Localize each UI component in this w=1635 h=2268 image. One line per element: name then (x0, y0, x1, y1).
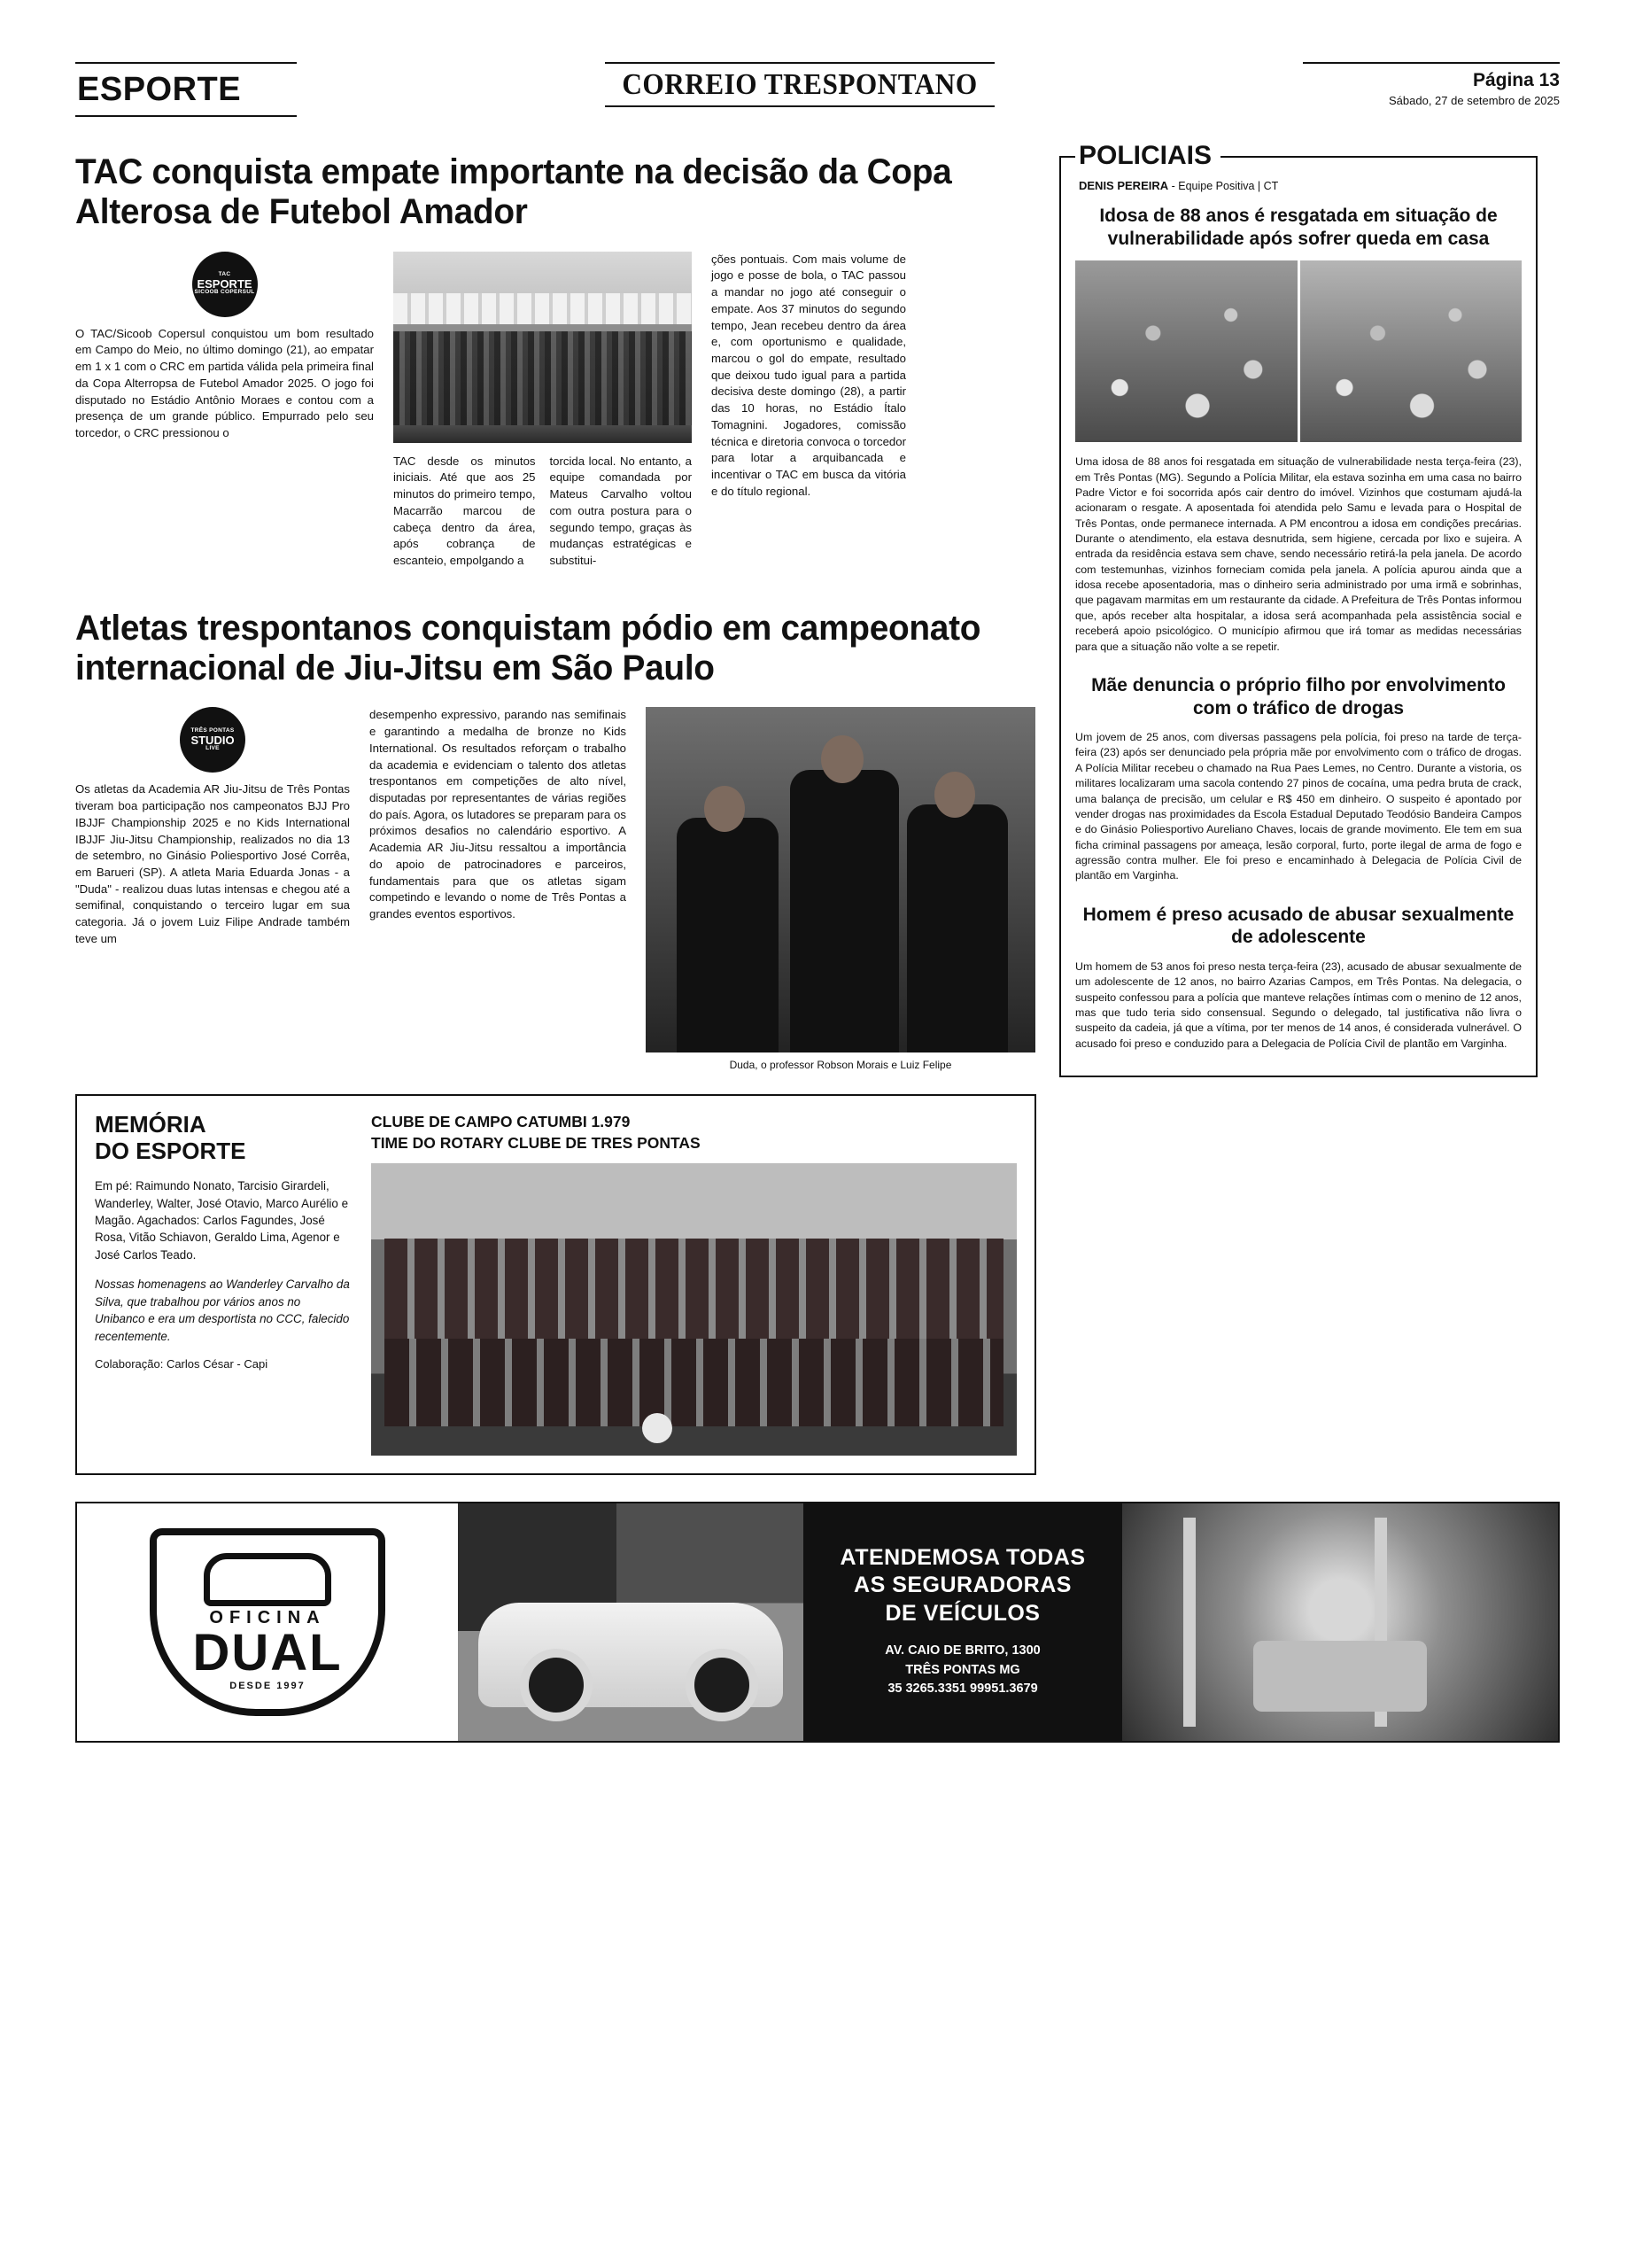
policiais-title-wrap (1075, 143, 1522, 169)
photo-jiujitsu-athletes (646, 707, 1035, 1052)
ad-line-1: ATENDEMOSA TODAS (840, 1545, 1086, 1571)
studio-live-badge-icon (180, 707, 245, 773)
photo-police-left (1075, 260, 1298, 442)
car-wheel-rear (686, 1649, 758, 1721)
page-number: Página 13 (1472, 70, 1560, 90)
article-tac-p2a: TAC desde os minutos iniciais. Até que aos 25 minutos do primeiro tempo, Macarrão marcou de cabeça dentro da área, após cobrança de escanteio, empolgando a (393, 454, 536, 567)
memoria-caption-line1: CLUBE DE CAMPO CATUMBI 1.979 (371, 1113, 631, 1131)
ad-contact (885, 1642, 1040, 1699)
article-jiujitsu-headline: Atletas trespontanos conquistam pódio em campeonato internacional de Jiu-Jitsu em São Paulo (75, 608, 981, 687)
memoria-title-line1: MEMÓRIA (95, 1111, 206, 1138)
divider (75, 62, 297, 64)
figure-left-head (704, 786, 745, 832)
photo-jiujitsu-caption: Duda, o professor Robson Morais e Luiz Felipe (729, 1059, 952, 1072)
policiais-box (1059, 141, 1538, 1077)
ad-photo-workshop (1122, 1503, 1558, 1741)
memoria-caption-line2: TIME DO ROTARY CLUBE DE TRES PONTAS (371, 1133, 701, 1152)
section-label: ESPORTE (77, 71, 242, 108)
car-wheel-front (520, 1649, 593, 1721)
photo-clutter (1300, 260, 1523, 442)
figure-center (790, 770, 899, 1053)
jj-badge-top: TRÊS PONTAS (190, 726, 235, 734)
tac-logo (182, 252, 267, 317)
jj-badge-bot: LIVE (205, 745, 220, 752)
figure-right-head (934, 772, 975, 818)
photo-police-right (1298, 260, 1523, 442)
ad-text-panel (803, 1503, 1122, 1741)
ad-line-3: DE VEÍCULOS (885, 1600, 1041, 1626)
ad-address: AV. CAIO DE BRITO, 1300 (885, 1643, 1041, 1658)
photo-clutter (1075, 260, 1298, 442)
article-tac-col3 (711, 252, 906, 579)
police-story1-text: Uma idosa de 88 anos foi resgatada em situação de vulnerabilidade nesta terça-feira (23), em Três Pontas (MG). Segundo a Polícia Militar, ela estava sozinha em uma casa no bairro Padre Victor e foi socorrida após cair dentro do imóvel. Vizinhos que costumam ajudá-la acionaram o resgate. A aposentada foi atendida pelo Samu e levada para o Hospital de Três Pontas, onde permanece internada. A PM encontrou a idosa em condições precárias. Durante o atendimento, ela estava desnutrida, sem higiene, cercada por lixo e sujeira. A entrada da residência estava sem chave, sendo necessário retirá-la pela janela. De acordo com testemunhas, vizinhos forneciam comida pela janela. A polícia apurou ainda que a idosa recebe aposentadoria, mas o dinheiro seria administrado por uma irmã e sobrinhas, que pagavam marmitas em um restaurante da cidade. A Prefeitura de Três Pontas informou que, após receber alta hospitalar, a idosa será acompanhada pela assistência social e receberá apoio psicológico. O município afirmou que irá tomar as medidas necessárias para que a situação não volte a se repetir. (1075, 455, 1522, 653)
publication-date: Sábado, 27 de setembro de 2025 (1389, 94, 1560, 107)
memoria-credit: Colaboração: Carlos César - Capi (95, 1357, 268, 1371)
photo-tac-crowd (393, 252, 692, 443)
article-jiujitsu (75, 609, 1036, 1072)
policiais-byline (1079, 179, 1522, 192)
tac-badge-top: TAC (218, 270, 231, 277)
article-tac (75, 152, 1036, 579)
figure-left (677, 818, 778, 1052)
police-story2-text: Um jovem de 25 anos, com diversas passagens pela polícia, foi preso na tarde de terça-feira (23) após ser denunciado pela própria mãe por envolvimento com o tráfico de drogas. A Polícia Militar recebeu o chamado na Rua Paes Lemes, no Centro. Durante a vistoria, os militares localizaram uma sacola contendo 27 pinos de cocaína, uma pedra bruta de crack, uma balança de precisão, um celular e R$ 450 em dinheiro. O suspeito é apontado por vender drogas nas proximidades da Escola Estadual Deputado Teodósio Bandeira Campos e do Ginásio Poliesportivo Aureliano Chaves, locais de grande movimento. Ele tem em sua ficha criminal passagens por ameaça, lesão corporal, furto, porte ilegal de arma de fogo e agressão contra mulher. Ele foi preso e encaminhado à Delegacia de Polícia Civil de plantão em Varginha. (1075, 731, 1522, 882)
article-jj-col2 (369, 707, 626, 1071)
car-icon (204, 1553, 331, 1606)
tac-badge-bot: SICOOB COPERSUL (194, 289, 255, 296)
memoria-photo-column (371, 1112, 1017, 1455)
paper-title: CORREIO TRESPONTANO (622, 68, 978, 101)
dual-shield-logo-icon (150, 1528, 385, 1716)
workshop-lift (1253, 1641, 1428, 1712)
photo-tents (393, 293, 692, 324)
policiais-column (1059, 141, 1538, 1475)
page-content (75, 141, 1560, 1475)
policiais-title: POLICIAIS (1075, 143, 1220, 169)
tac-badge-mid: ESPORTE (197, 276, 252, 291)
masthead (75, 62, 1560, 122)
article-tac-p1: O TAC/Sicoob Copersul conquistou um bom resultado em Campo do Meio, no último domingo (21), ao empatar em 1 x 1 com o CRC em partida válida pela primeira final da Copa Alterropsa de Futebol Amador 2025. O jogo foi disputado no Estádio Antônio Moraes e contou com a presença de um grande público. Empurrado pelo seu torcedor, o CRC pressionou o (75, 326, 374, 439)
figure-center-head (821, 735, 864, 783)
memoria-photo-caption (371, 1112, 1017, 1153)
ad-phones: 35 3265.3351 99951.3679 (887, 1682, 1038, 1697)
tac-badge-icon (192, 252, 258, 317)
memoria-title-line2: DO ESPORTE (95, 1138, 246, 1165)
police-story3-headline: Homem é preso acusado de abusar sexualmente de adolescente (1082, 904, 1515, 948)
masthead-paper-name (605, 62, 995, 107)
police-story1-headline: Idosa de 88 anos é resgatada em situação de vulnerabilidade após sofrer queda em casa (1099, 206, 1498, 249)
advertisement-oficina-dual[interactable] (75, 1502, 1560, 1743)
article-jj-p2: desempenho expressivo, parando nas semifinais e garantindo a medalha de bronze no Kids International. Os resultados reforçam o trabalho da academia e evidenciam o talento dos atletas trespontanos em competições de alto nível, disputadas por representantes de várias regiões do país. Agora, os lutadores se preparam para os próximos desafios no calendário esportivo. A Academia AR Jiu-Jitsu ressaltou a importância do apoio de patrocinadores e parceiros, fundamentais para que os atletas sigam competindo e levando o nome de Três Pontas a grandes eventos esportivos. (369, 708, 626, 921)
workshop-pole-left (1183, 1518, 1196, 1727)
police-story3-text: Um homem de 53 anos foi preso nesta terça-feira (23), acusado de abusar sexualmente de um adolescente de 12 anos, no bairro Azarias Campos, em Três Pontas. Na delegacia, o suspeito confessou para a polícia que manteve relações íntimas com o menino de 12 anos, mas que tudo teria sido consensual. Segundo o delegado, tal justificativa não livra o suspeito da cadeia, já que a vítima, por ter menos de 14 anos, é considerada vulnerável. O acusado foi preso e conduzido para a Delegacia de Polícia Civil de plantão em Varginha. (1075, 959, 1522, 1050)
masthead-section (75, 62, 297, 117)
ad-photo-car (458, 1503, 803, 1741)
memoria-names: Em pé: Raimundo Nonato, Tarcisio Girardeli, Wanderley, Walter, José Otavio, Marco Aurélio e Magão. Agachados: Carlos Fagundes, José Rosa, Vitão Schiavon, Geraldo Lima, Agenor e José Carlos Teado. (95, 1179, 349, 1262)
photo-standing-row (384, 1239, 1004, 1338)
figure-right (907, 804, 1008, 1053)
memoria-do-esporte-box (75, 1094, 1036, 1474)
ad-logo-area (77, 1503, 458, 1741)
article-tac-p3: ções pontuais. Com mais volume de jogo e posse de bola, o TAC passou a mandar no jogo até conseguir o empate. Aos 37 minutos do segundo tempo, Jean recebeu dentro da área e, com oportunismo e qualidade, marcou o gol do empate, resultado que deixou tudo igual para a partida decisiva deste domingo (28), a partir das 10 horas, no Estádio Ítalo Tomagnini. Jogadores, comissão técnica e diretoria convoca o torcedor para lotar a arquibancada e incentivar o TAC em busca da vitória e do título regional. (711, 252, 906, 498)
byline-detail: - Equipe Positiva | CT (1171, 180, 1279, 192)
main-column (75, 152, 1036, 1475)
article-tac-p2b: torcida local. No entanto, a equipe comandada por Mateus Carvalho voltou com outra postura para o segundo tempo, graças às mudanças estratégicas e substitui- (549, 454, 692, 567)
article-tac-headline: TAC conquista empate importante na decisão da Copa Alterosa de Futebol Amador (75, 152, 952, 231)
memoria-text-column (95, 1112, 352, 1455)
article-jiujitsu-columns (75, 707, 1036, 1071)
article-tac-col1 (75, 252, 374, 579)
masthead-page-info (1303, 62, 1560, 107)
memoria-title (95, 1112, 352, 1165)
ad-line-2: AS SEGURADORAS (854, 1573, 1072, 1598)
article-jj-col3 (646, 707, 1035, 1071)
article-jj-p1: Os atletas da Academia AR Jiu-Jitsu de Três Pontas tiveram boa participação nos campeonatos BJJ Pro IBJJF Championship 2025 e no Kids International IBJJF Jiu-Jitsu Championship, realizados no dia 13 de setembro, no Ginásio Poliesportivo José Corrêa, em Barueri (SP). A atleta Maria Eduarda Jonas - a "Duda" - realizou duas lutas intensas e chegou até a semifinal, conquistando o terceiro lugar em sua categoria. Já o jovem Luiz Filipe Andrade também teve um (75, 782, 350, 945)
studio-live-logo (170, 707, 255, 773)
photo-crouching-row (384, 1339, 1004, 1426)
ad-logo-since: DESDE 1997 (229, 1680, 306, 1691)
ad-logo-name: DUAL (192, 1623, 343, 1682)
byline-author: DENIS PEREIRA (1079, 179, 1169, 192)
ad-logo-oficina: OFICINA (209, 1607, 326, 1627)
article-tac-col2 (393, 252, 692, 579)
divider (75, 115, 297, 117)
divider (1303, 62, 1560, 64)
divider (605, 105, 995, 107)
article-tac-columns (75, 252, 1036, 579)
photo-grass (393, 425, 692, 442)
memoria-tribute: Nossas homenagens ao Wanderley Carvalho da Silva, que trabalhou por vários anos no Unibanco e era um desportista no CCC, falecido recentemente. (95, 1278, 350, 1343)
photo-rotary-team (371, 1163, 1017, 1456)
photo-police-house (1075, 260, 1522, 442)
article-jj-col1 (75, 707, 350, 1071)
police-story2-headline: Mãe denuncia o próprio filho por envolvimento com o tráfico de drogas (1091, 674, 1506, 718)
ad-city: TRÊS PONTAS MG (905, 1662, 1020, 1677)
jj-badge-mid: STUDIO (190, 733, 235, 747)
